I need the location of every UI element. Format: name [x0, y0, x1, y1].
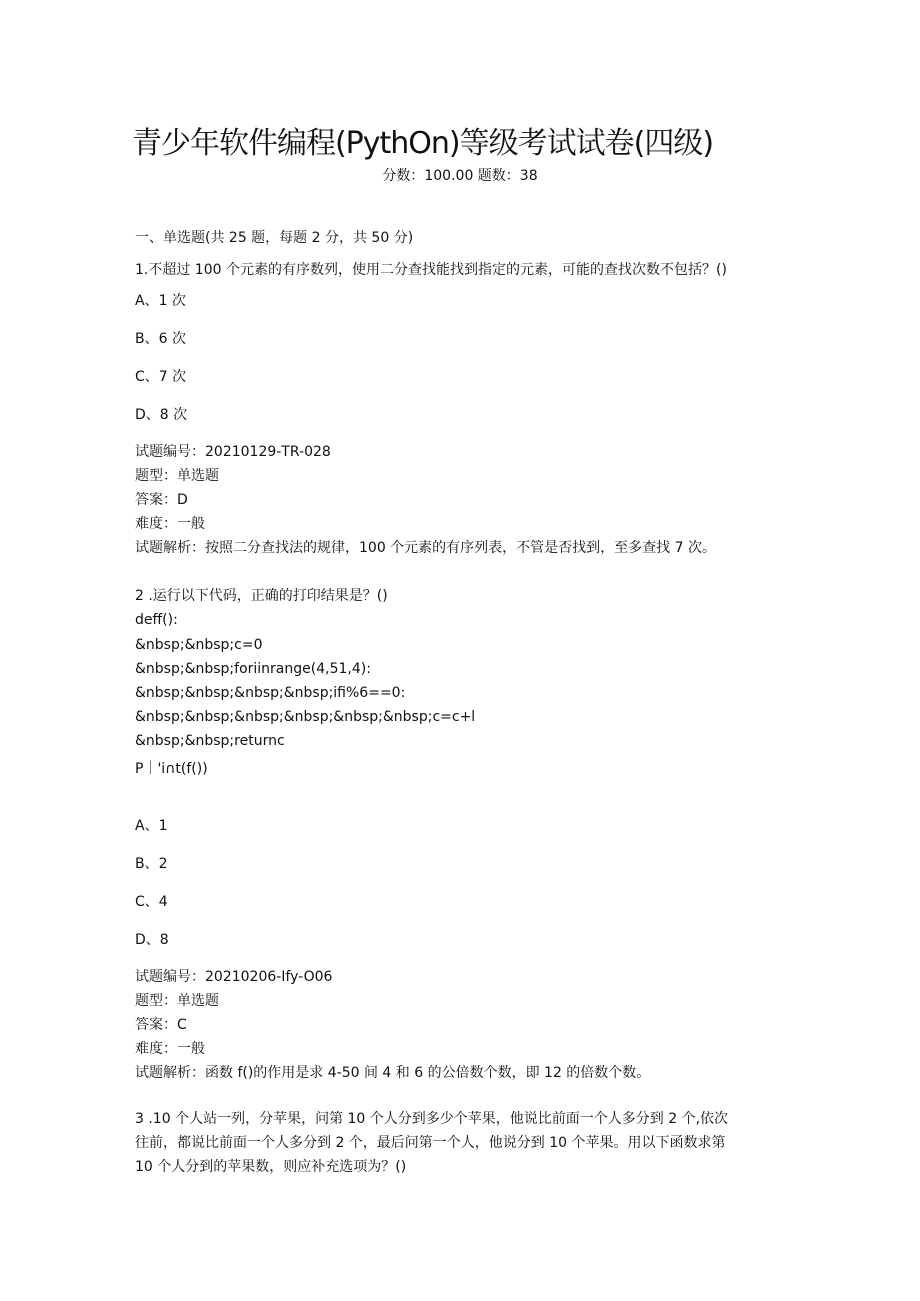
q2-answer: 答案：C — [135, 1017, 187, 1033]
q2-option-d: D、8 — [135, 932, 169, 948]
q1-answer: 答案：D — [135, 492, 188, 508]
q1-type: 题型：单选题 — [135, 468, 219, 484]
q2-option-c: C、4 — [135, 894, 168, 910]
score-summary: 分数：100.00 题数：38 — [382, 168, 538, 184]
q3-stem-line: 3 .10 个人站一列，分苹果，问第 10 个人分到多少个苹果，他说比前面一个人多分到 2 个,依次 — [135, 1111, 729, 1127]
q2-code-line: &nbsp;&nbsp;foriinrange(4,51,4): — [135, 661, 371, 677]
q1-option-a: A、1 次 — [135, 293, 186, 309]
q2-difficulty: 难度：一般 — [135, 1041, 205, 1057]
q1-option-b: B、6 次 — [135, 331, 186, 347]
q3-stem-line: 往前，都说比前面一个人多分到 2 个，最后问第一个人，他说分到 10 个苹果。用以下函数求第 — [135, 1135, 726, 1151]
q2-code-line: &nbsp;&nbsp;c=0 — [135, 637, 263, 653]
q2-code-line: &nbsp;&nbsp;returnc — [135, 733, 285, 749]
q1-difficulty: 难度：一般 — [135, 516, 205, 532]
q1-option-d: D、8 次 — [135, 407, 188, 423]
question-1-stem: 1.不超过 100 个元素的有序数列，使用二分查找能找到指定的元素，可能的查找次数不包括？() — [135, 262, 727, 278]
q3-stem-line: 10 个人分到的苹果数，则应补充选项为？() — [135, 1159, 407, 1175]
q2-code-line: P｜'i∩t(f()) — [135, 761, 208, 777]
q1-option-c: C、7 次 — [135, 369, 187, 385]
q1-analysis: 试题解析：按照二分查找法的规律，100 个元素的有序列表，不管是否找到，至多查找 7 次。 — [135, 540, 716, 556]
question-3-stem — [135, 1107, 785, 1179]
q2-code-line: &nbsp;&nbsp;&nbsp;&nbsp;ifi%6==0: — [135, 685, 406, 701]
question-2-stem: 2 .运行以下代码，正确的打印结果是？() — [135, 588, 388, 604]
q2-code-line: &nbsp;&nbsp;&nbsp;&nbsp;&nbsp;&nbsp;c=c+l — [135, 709, 476, 725]
q2-option-b: B、2 — [135, 856, 168, 872]
q2-type: 题型：单选题 — [135, 993, 219, 1009]
q2-analysis: 试题解析：函数 f()的作用是求 4-50 间 4 和 6 的公倍数个数，即 12 的倍数个数。 — [135, 1065, 651, 1081]
q2-option-a: A、1 — [135, 818, 168, 834]
q2-code-line: deff(): — [135, 612, 178, 628]
page-title: 青少年软件编程(PythOn)等级考试试卷(四级) — [131, 126, 714, 161]
q2-id: 试题编号：20210206-Ify-O06 — [135, 969, 333, 985]
section-heading: 一、单选题(共 25 题，每题 2 分，共 50 分) — [135, 230, 414, 246]
q1-id: 试题编号：20210129-TR-028 — [135, 444, 331, 460]
